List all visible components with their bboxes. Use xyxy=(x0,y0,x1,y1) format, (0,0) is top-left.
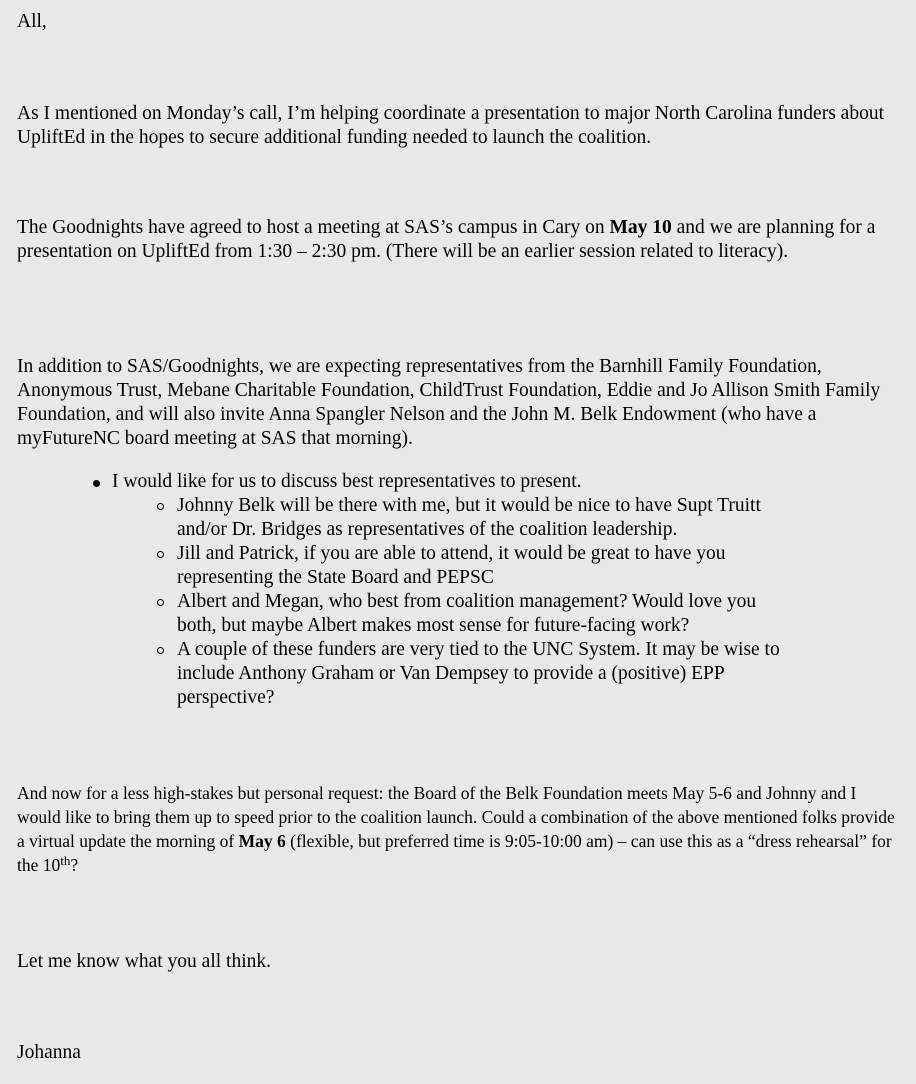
bullet-circle-icon xyxy=(157,551,164,558)
signature: Johanna xyxy=(17,1042,81,1063)
paragraph-intro: As I mentioned on Monday’s call, I’m helping coordinate a presentation to major North Carolina funders about UpliftEd in the hopes to secure additional funding needed to launch the coalition. xyxy=(17,103,884,148)
list-item xyxy=(0,638,797,710)
sub-bullet-text: Jill and Patrick, if you are able to attend, it would be great to have you representing the State Board and PEPSC xyxy=(177,543,726,588)
list-item xyxy=(0,542,797,590)
paragraph-meeting xyxy=(17,216,897,264)
update-date: May 6 xyxy=(238,831,286,851)
sub-bullet-text: Johnny Belk will be there with me, but it would be nice to have Supt Truitt and/or Dr. Bridges as representatives of the coalition leadership. xyxy=(177,495,761,540)
bullet-circle-icon xyxy=(157,599,164,606)
greeting: All, xyxy=(17,11,47,32)
ordinal-suffix: th xyxy=(60,853,71,868)
paragraph-meeting-text-2: and we are planning for a presentation on UpliftEd from 1:30 – 2:30 pm. (There will be an earlier session related to literacy). xyxy=(17,217,876,262)
paragraph-request-text-3: ? xyxy=(70,855,79,875)
meeting-date: May 10 xyxy=(609,217,672,238)
sub-bullet-text: A couple of these funders are very tied to the UNC System. It may be wise to include Anthony Graham or Van Dempsey to provide a (positive) EPP perspective? xyxy=(177,639,780,708)
paragraph-request-text-1: And now for a less high-stakes but personal request: the Board of the Belk Foundation meets May 5-6 and Johnny and I would like to bring them up to speed prior to the coalition launch. Could a combination of the above mentioned folks provide a virtual update the morning of xyxy=(17,783,895,851)
bullet-circle-icon xyxy=(157,647,164,654)
paragraph-attendees: In addition to SAS/Goodnights, we are expecting representatives from the Barnhill Family Foundation, Anonymous Trust, Mebane Charitable Foundation, ChildTrust Foundation, Eddie and Jo Allison Smith Family Foundation, and will also invite Anna Spangler Nelson and the John M. Belk Endowment (who have a myFutureNC board meeting at SAS that morning). xyxy=(17,356,881,449)
paragraph-meeting-text-1: The Goodnights have agreed to host a meeting at SAS’s campus in Cary on xyxy=(17,217,610,238)
list-item xyxy=(0,470,812,494)
paragraph-request-text-2: (flexible, but preferred time is 9:05-10:00 am) – can use this as a “dress rehearsal” for the 10 xyxy=(17,831,892,875)
bullet-list xyxy=(0,470,916,710)
bullet-text: I would like for us to discuss best representatives to present. xyxy=(112,471,582,492)
sub-bullet-text: Albert and Megan, who best from coalition management? Would love you both, but maybe Albert makes most sense for future-facing work? xyxy=(177,591,757,636)
bullet-circle-icon xyxy=(157,503,164,510)
bullet-dot-icon xyxy=(93,480,100,487)
paragraph-request xyxy=(17,781,897,877)
paragraph-closing: Let me know what you all think. xyxy=(17,951,271,972)
list-item xyxy=(0,494,797,542)
list-item xyxy=(0,590,797,638)
